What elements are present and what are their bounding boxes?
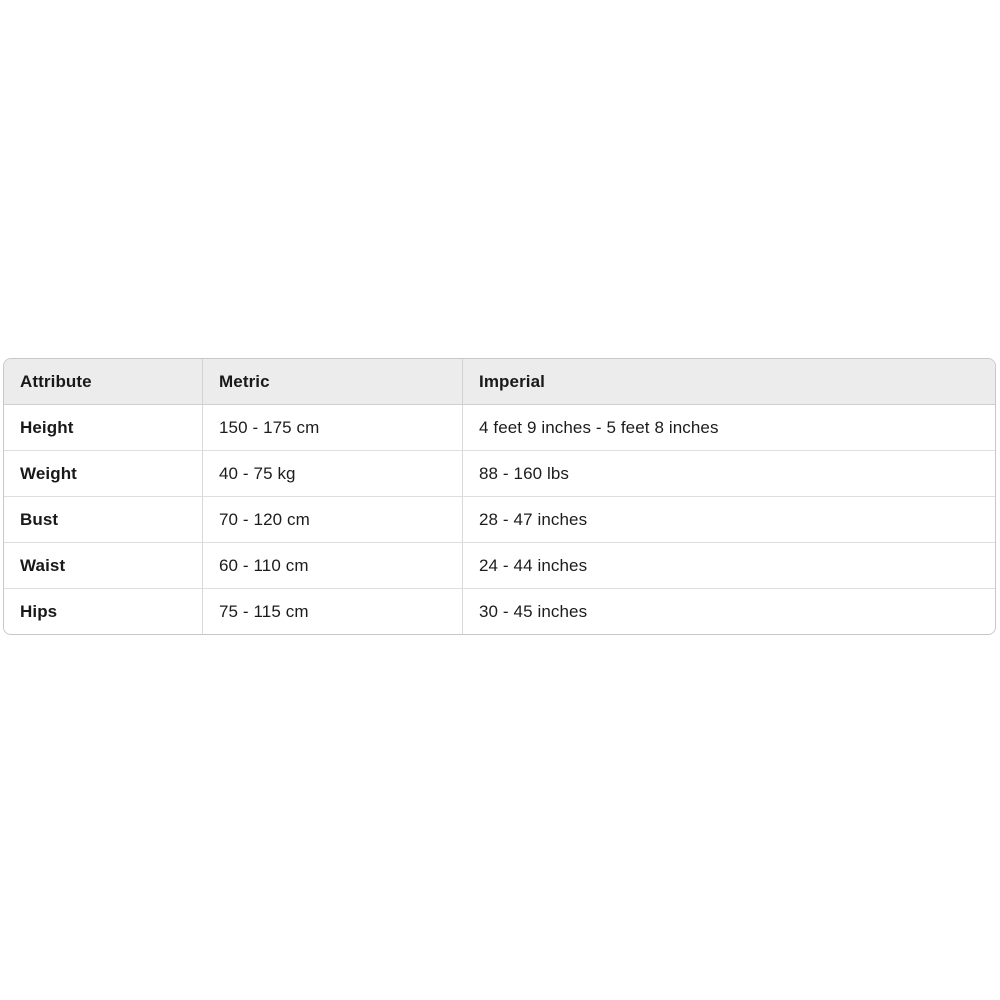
cell-metric: 75 - 115 cm	[203, 589, 463, 634]
cell-attribute: Hips	[4, 589, 203, 634]
cell-imperial: 88 - 160 lbs	[479, 463, 570, 483]
header-cell-attribute: Attribute	[4, 359, 203, 404]
cell-attribute: Height	[4, 405, 203, 450]
header-cell-metric: Metric	[203, 359, 463, 404]
header-cell-imperial: Imperial	[479, 371, 545, 391]
table-row	[4, 589, 995, 634]
cell-imperial: 28 - 47 inches	[479, 509, 588, 529]
cell-attribute: Bust	[4, 497, 203, 542]
cell-metric: 60 - 110 cm	[203, 543, 463, 588]
cell-imperial: 30 - 45 inches	[479, 601, 588, 621]
table-header-row	[4, 359, 995, 405]
cell-imperial: 24 - 44 inches	[479, 555, 588, 575]
table-row	[4, 451, 995, 497]
table-row	[4, 405, 995, 451]
size-measurements-table	[3, 358, 996, 635]
table-row	[4, 497, 995, 543]
cell-imperial: 4 feet 9 inches - 5 feet 8 inches	[479, 417, 719, 437]
cell-attribute: Waist	[4, 543, 203, 588]
cell-attribute: Weight	[4, 451, 203, 496]
cell-metric: 40 - 75 kg	[203, 451, 463, 496]
table-row	[4, 543, 995, 589]
cell-metric: 150 - 175 cm	[203, 405, 463, 450]
cell-metric: 70 - 120 cm	[203, 497, 463, 542]
